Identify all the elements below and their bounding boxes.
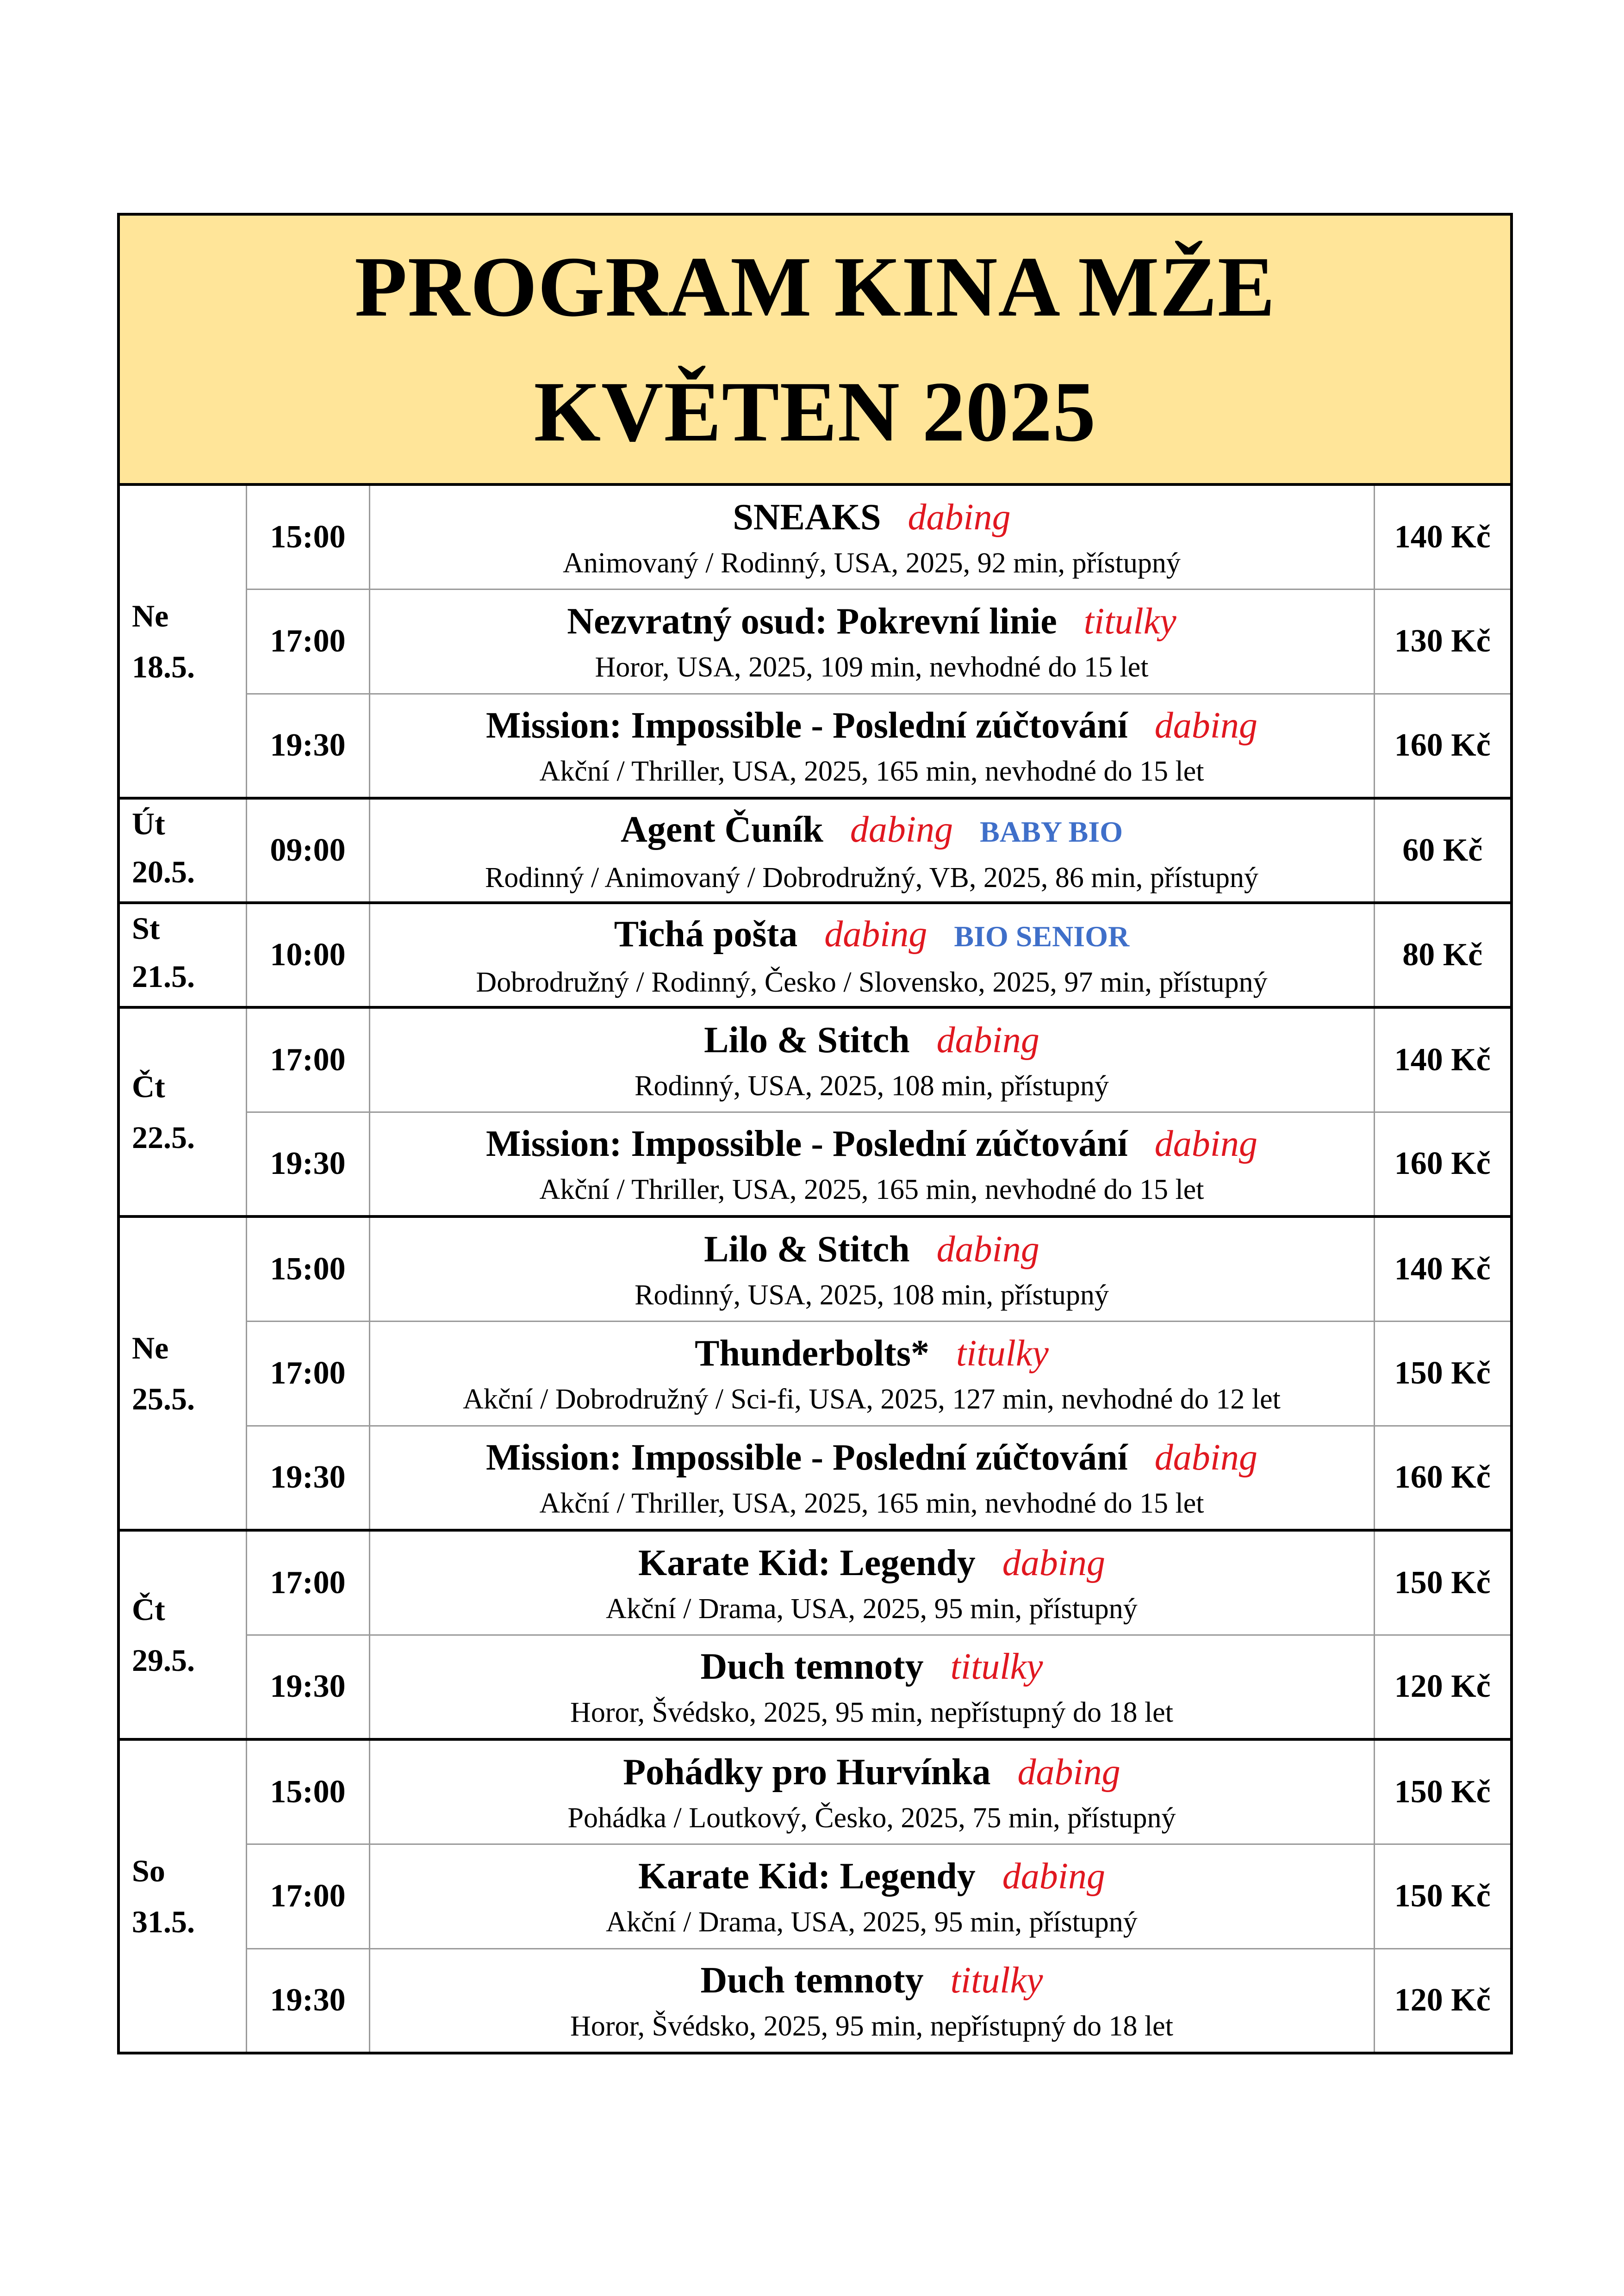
film-title: Karate Kid: Legendy <box>638 1856 976 1897</box>
film-title: Duch temnoty <box>700 1960 924 2001</box>
film-details: Rodinný, USA, 2025, 108 min, přístupný <box>635 1279 1109 1311</box>
ticket-price: 120 Kč <box>1374 1635 1512 1739</box>
ticket-price: 160 Kč <box>1374 1426 1512 1530</box>
screening-time: 15:00 <box>246 484 369 589</box>
screening-time: 19:30 <box>246 1948 369 2053</box>
film-cell <box>369 484 1374 589</box>
day-name: Čt <box>132 1592 165 1627</box>
day-date: 18.5. <box>132 649 195 684</box>
film-cell <box>369 1844 1374 1948</box>
film-title: Thunderbolts* <box>695 1333 929 1374</box>
day-name: Čt <box>132 1069 165 1104</box>
day-date: 21.5. <box>132 959 195 994</box>
language-tag: dabing <box>1154 1123 1258 1165</box>
film-title: Duch temnoty <box>700 1646 924 1688</box>
ticket-price: 160 Kč <box>1374 1112 1512 1216</box>
screening-time: 17:00 <box>246 1007 369 1112</box>
film-title-line <box>370 804 1374 858</box>
film-details: Horor, Švédsko, 2025, 95 min, nepřístupný do 18 let <box>570 1697 1173 1729</box>
film-title-line <box>370 1850 1374 1902</box>
ticket-price: 150 Kč <box>1374 1844 1512 1948</box>
language-tag: dabing <box>1017 1751 1120 1793</box>
film-title-line <box>370 1014 1374 1066</box>
language-tag: dabing <box>1154 705 1258 746</box>
day-date: 22.5. <box>132 1120 195 1155</box>
language-tag: dabing <box>850 809 953 850</box>
film-cell <box>369 798 1374 903</box>
ticket-price: 150 Kč <box>1374 1739 1512 1844</box>
day-name: St <box>132 911 160 946</box>
film-title-line <box>370 596 1374 647</box>
film-title: Pohádky pro Hurvínka <box>623 1751 991 1793</box>
screening-row <box>118 1216 1512 1321</box>
day-name: Ne <box>132 1330 169 1365</box>
screening-row <box>118 1007 1512 1112</box>
screening-row <box>118 1321 1512 1426</box>
film-details: Akční / Drama, USA, 2025, 95 min, přístupný <box>606 1906 1138 1938</box>
film-title: Mission: Impossible - Poslední zúčtování <box>485 1437 1128 1478</box>
day-cell <box>118 484 246 798</box>
screening-time: 17:00 <box>246 1844 369 1948</box>
film-cell <box>369 1739 1374 1844</box>
language-tag: titulky <box>950 1646 1043 1688</box>
day-name: So <box>132 1853 165 1888</box>
film-details: Akční / Thriller, USA, 2025, 165 min, nevhodné do 15 let <box>539 1174 1204 1206</box>
screening-row <box>118 1635 1512 1739</box>
screening-time: 19:30 <box>246 1112 369 1216</box>
day-cell <box>118 903 246 1007</box>
film-title: SNEAKS <box>733 496 881 538</box>
screening-time: 19:30 <box>246 694 369 798</box>
ticket-price: 130 Kč <box>1374 589 1512 694</box>
screening-time: 19:30 <box>246 1426 369 1530</box>
film-cell <box>369 1530 1374 1635</box>
language-tag: dabing <box>908 496 1011 538</box>
screening-row <box>118 1426 1512 1530</box>
program-label: BABY BIO <box>980 815 1123 848</box>
day-date: 31.5. <box>132 1904 195 1939</box>
screening-time: 15:00 <box>246 1739 369 1844</box>
screening-time: 17:00 <box>246 589 369 694</box>
language-tag: dabing <box>936 1229 1039 1270</box>
program-month: KVĚTEN 2025 <box>534 364 1096 459</box>
ticket-price: 60 Kč <box>1374 798 1512 903</box>
film-title: Lilo & Stitch <box>704 1019 910 1061</box>
film-details: Akční / Thriller, USA, 2025, 165 min, nevhodné do 15 let <box>539 1488 1204 1520</box>
film-title-line <box>370 700 1374 751</box>
ticket-price: 160 Kč <box>1374 694 1512 798</box>
film-cell <box>369 1948 1374 2053</box>
film-details: Akční / Dobrodružný / Sci-fi, USA, 2025, 127 min, nevhodné do 12 let <box>463 1384 1281 1415</box>
film-cell <box>369 1426 1374 1530</box>
screening-row <box>118 589 1512 694</box>
screening-time: 10:00 <box>246 903 369 1007</box>
film-title-line <box>370 1537 1374 1589</box>
day-cell <box>118 1007 246 1216</box>
screening-row <box>118 694 1512 798</box>
screening-row <box>118 1844 1512 1948</box>
screening-row <box>118 1530 1512 1635</box>
screening-time: 19:30 <box>246 1635 369 1739</box>
screening-row <box>118 484 1512 589</box>
film-title-line <box>370 908 1374 962</box>
film-details: Rodinný, USA, 2025, 108 min, přístupný <box>635 1070 1109 1102</box>
film-details: Animovaný / Rodinný, USA, 2025, 92 min, přístupný <box>563 547 1181 579</box>
screening-time: 15:00 <box>246 1216 369 1321</box>
film-cell <box>369 1321 1374 1426</box>
film-title: Tichá pošta <box>614 913 798 955</box>
language-tag: dabing <box>1002 1542 1106 1583</box>
ticket-price: 80 Kč <box>1374 903 1512 1007</box>
language-tag: dabing <box>936 1019 1039 1061</box>
language-tag: titulky <box>950 1960 1043 2001</box>
program-header <box>118 214 1512 484</box>
day-cell <box>118 1530 246 1739</box>
day-cell <box>118 1739 246 2053</box>
film-title-line <box>370 1746 1374 1798</box>
film-details: Pohádka / Loutkový, Česko, 2025, 75 min, přístupný <box>567 1802 1176 1834</box>
program-label: BIO SENIOR <box>954 919 1130 953</box>
film-details: Rodinný / Animovaný / Dobrodružný, VB, 2025, 86 min, přístupný <box>485 862 1259 894</box>
day-date: 29.5. <box>132 1643 195 1678</box>
day-name: Út <box>132 806 165 841</box>
screening-row <box>118 798 1512 903</box>
film-title: Karate Kid: Legendy <box>638 1542 976 1583</box>
film-title: Nezvratný osud: Pokrevní linie <box>567 601 1057 642</box>
film-cell <box>369 1216 1374 1321</box>
program-table <box>117 213 1513 2054</box>
film-title-line <box>370 1641 1374 1693</box>
language-tag: dabing <box>1002 1856 1106 1897</box>
header-row <box>118 214 1512 484</box>
ticket-price: 120 Kč <box>1374 1948 1512 2053</box>
screening-time: 09:00 <box>246 798 369 903</box>
day-cell <box>118 798 246 903</box>
ticket-price: 140 Kč <box>1374 484 1512 589</box>
day-name: Ne <box>132 598 169 633</box>
screening-time: 17:00 <box>246 1530 369 1635</box>
ticket-price: 150 Kč <box>1374 1321 1512 1426</box>
film-title-line <box>370 1328 1374 1379</box>
day-date: 25.5. <box>132 1381 195 1416</box>
film-details: Horor, Švédsko, 2025, 95 min, nepřístupný do 18 let <box>570 2011 1173 2042</box>
film-cell <box>369 903 1374 1007</box>
film-title: Lilo & Stitch <box>704 1229 910 1270</box>
day-cell <box>118 1216 246 1530</box>
ticket-price: 140 Kč <box>1374 1007 1512 1112</box>
film-title: Mission: Impossible - Poslední zúčtování <box>485 1123 1128 1165</box>
screening-row <box>118 903 1512 1007</box>
film-cell <box>369 1635 1374 1739</box>
cinema-program-sheet <box>117 213 1510 2054</box>
program-title: PROGRAM KINA MŽE <box>355 239 1276 335</box>
language-tag: titulky <box>956 1333 1049 1374</box>
language-tag: titulky <box>1083 601 1176 642</box>
film-title: Agent Čuník <box>621 809 823 850</box>
film-cell <box>369 1112 1374 1216</box>
screening-row <box>118 1948 1512 2053</box>
film-cell <box>369 589 1374 694</box>
film-details: Akční / Thriller, USA, 2025, 165 min, nevhodné do 15 let <box>539 756 1204 788</box>
film-title-line <box>370 491 1374 543</box>
day-date: 20.5. <box>132 854 195 889</box>
language-tag: dabing <box>1154 1437 1258 1478</box>
film-cell <box>369 1007 1374 1112</box>
screening-time: 17:00 <box>246 1321 369 1426</box>
film-details: Dobrodružný / Rodinný, Česko / Slovensko, 2025, 97 min, přístupný <box>476 966 1268 998</box>
ticket-price: 150 Kč <box>1374 1530 1512 1635</box>
film-title: Mission: Impossible - Poslední zúčtování <box>485 705 1128 746</box>
film-title-line <box>370 1955 1374 2006</box>
film-cell <box>369 694 1374 798</box>
film-details: Horor, USA, 2025, 109 min, nevhodné do 15 let <box>595 652 1149 683</box>
screening-row <box>118 1112 1512 1216</box>
film-title-line <box>370 1432 1374 1483</box>
language-tag: dabing <box>824 913 927 955</box>
film-details: Akční / Drama, USA, 2025, 95 min, přístupný <box>606 1593 1138 1625</box>
film-title-line <box>370 1118 1374 1170</box>
screening-row <box>118 1739 1512 1844</box>
ticket-price: 140 Kč <box>1374 1216 1512 1321</box>
film-title-line <box>370 1223 1374 1275</box>
